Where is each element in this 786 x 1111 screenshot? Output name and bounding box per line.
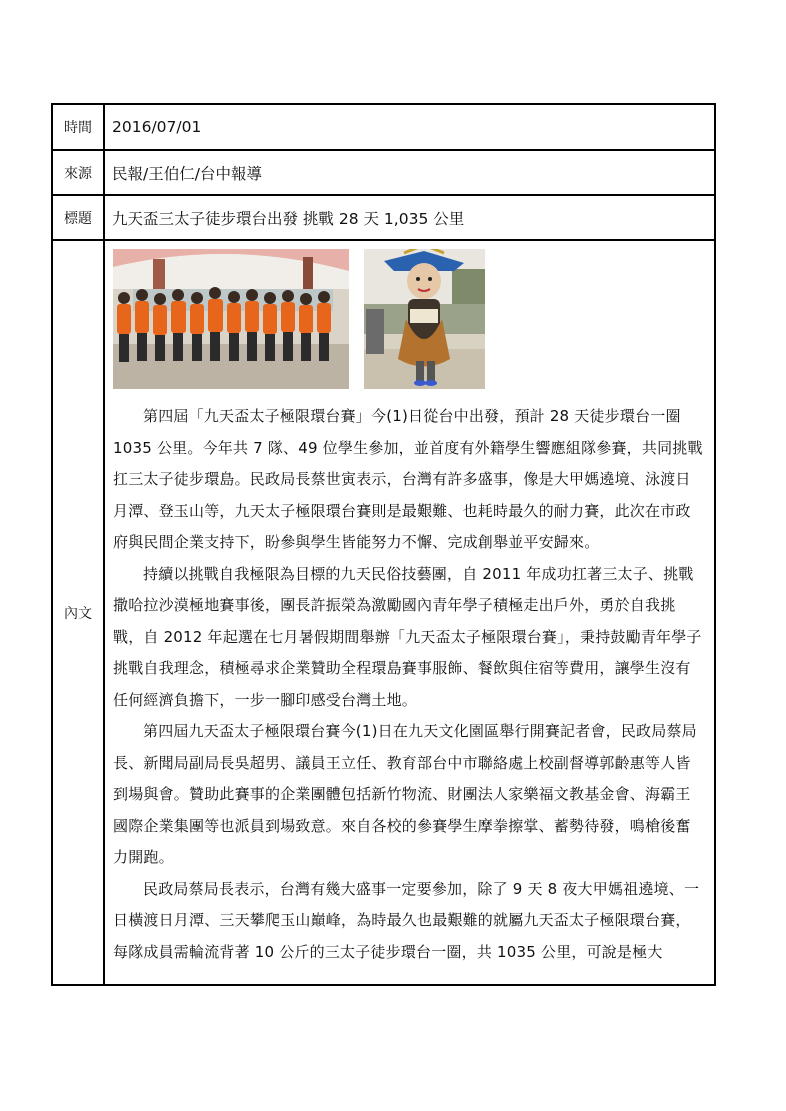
title-value: 九天盃三太子徒步環台出發 挑戰 28 天 1,035 公里 [112, 209, 465, 228]
article-paragraph: 第四屆九天盃太子極限環台賽今(1)日在九天文化園區舉行開賽記者會，民政局蔡局長、新聞局副局長吳超男、議員王立任、教育部台中市聯絡處上校副督導郭齡惠等人皆到場與會。贊助此賽事的企業團體包括新竹物流、財團法人家樂福文教基金會、海霸王國際企業集團等也派員到場致意。來自各校的參賽學生摩拳擦掌、蓄勢待發，鳴槍後奮力開跑。 [113, 722, 697, 866]
article-paragraph: 持續以挑戰自我極限為目標的九天民俗技藝團，自 2011 年成功扛著三太子、挑戰撒哈拉沙漠極地賽事後，團長許振榮為激勵國內青年學子積極走出戶外，勇於自我挑戰，自 2012 年起選在七月暑假期間舉辦「九天盃太子極限環台賽」，秉持鼓勵青年學子挑戰自我理念，積極尋求企業贊助全程環島賽事服飾、餐飲與住宿等費用，讓學生沒有任何經濟負擔下，一步一腳印感受台灣土地。 [113, 564, 702, 709]
body-label: 內文 [53, 241, 105, 984]
photo-strip [113, 249, 705, 401]
source-label: 來源 [53, 151, 105, 194]
body-row [53, 241, 714, 984]
title-label: 標題 [53, 196, 105, 239]
article-paragraph: 民政局蔡局長表示，台灣有幾大盛事一定要參加，除了 9 天 8 夜大甲媽祖遶境、一日橫渡日月潭、三天攀爬玉山巔峰，為時最久也最艱難的就屬九天盃太子極限環台賽，每隊成員需輪流背著 10 公斤的三太子徒步環台一圈，共 1035 公里，可說是極大 [113, 879, 700, 961]
source-value: 民報/王伯仁/台中報導 [112, 164, 262, 183]
article-body [113, 249, 705, 984]
article-paragraph: 第四屆「九天盃太子極限環台賽」今(1)日從台中出發，預計 28 天徒步環台一圈 1035 公里。今年共 7 隊、49 位學生參加，並首度有外籍學生響應組隊參賽，共同挑戰扛三太子徒步環島。民政局長蔡世寅表示，台灣有許多盛事，像是大甲媽遶境、泳渡日月潭、登玉山等，九天太子極限環台賽則是最艱難、也耗時最久的耐力賽，此次在市政府與民間企業支持下，盼參與學生皆能努力不懈、完成創舉並平安歸來。 [113, 407, 703, 551]
time-label: 時間 [53, 105, 105, 149]
group-of-students-photo [113, 249, 349, 389]
time-row [53, 105, 714, 151]
source-row [53, 151, 714, 196]
time-value: 2016/07/01 [112, 118, 202, 136]
title-row [53, 196, 714, 241]
third-prince-costume-photo [364, 249, 485, 389]
news-record-table [51, 103, 716, 986]
